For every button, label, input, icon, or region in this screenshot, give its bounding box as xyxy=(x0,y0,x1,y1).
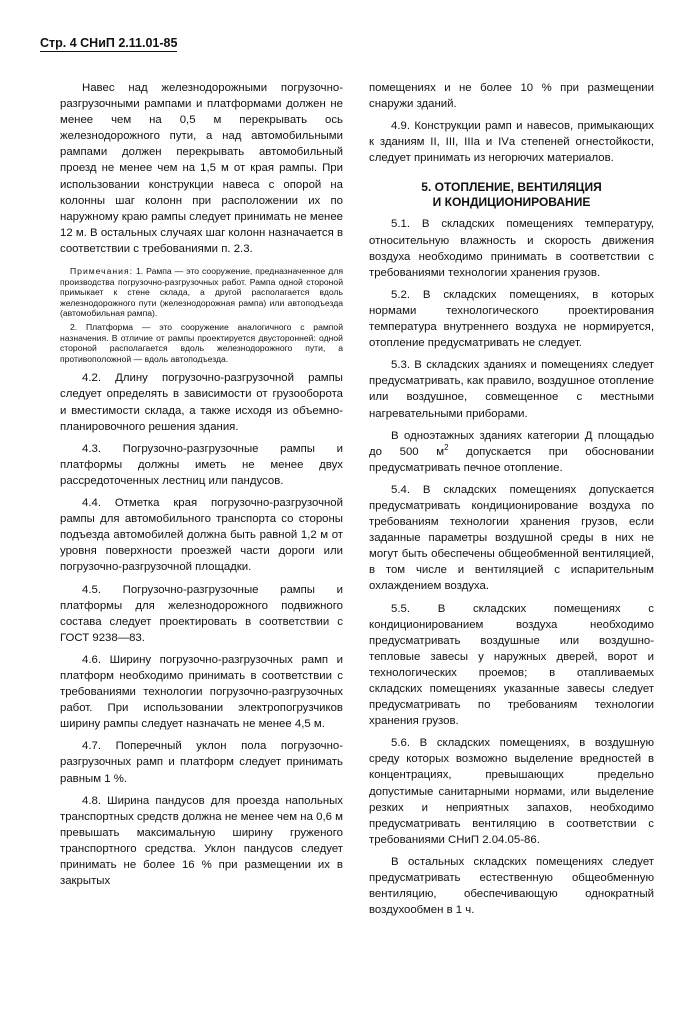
page-header: Стр. 4 СНиП 2.11.01-85 xyxy=(40,36,178,50)
paragraph-continuation: помещениях и не более 10 % при размещении снаружи зданий. xyxy=(369,82,654,111)
paragraph-5-3: 5.3. В складских зданиях и помещениях следует предусматривать, как правило, воздушное отопление или воздушное, совмещенное с местными нагревательными приборами. xyxy=(369,359,654,420)
paragraph-5-3-stove xyxy=(369,428,654,476)
paragraph-4-6: 4.6. Ширину погрузочно-разгрузочных рамп и платформ необходимо принимать в соответствии с требованиями технологии погрузочно-разгрузочных работ. При использовании электропогрузчиков ширину рампы следует назначать не менее 4,5 м. xyxy=(60,653,343,731)
paragraph-4-7: 4.7. Поперечный уклон пола погрузочно-разгрузочных рамп и платформ следует принимать равным 1 %. xyxy=(60,740,343,785)
paragraph-4-2: 4.2. Длину погрузочно-разгрузочной рампы следует определять в зависимости от грузооборота и вместимости склада, а также исходя из объемно-планировочного решения здания. xyxy=(60,372,343,433)
paragraph-5-1: 5.1. В складских помещениях температуру, относительную влажность и скорость движения воздуха необходимо принимать в соответствии с требованиями технологии хранения грузов. xyxy=(369,218,654,279)
section-heading-line-1: 5. ОТОПЛЕНИЕ, ВЕНТИЛЯЦИЯ xyxy=(421,180,602,195)
paragraph-natural-ventilation: В остальных складских помещениях следует предусматривать естественную общеобменную вентиляцию, обеспечивающую однократный воздухообмен в 1 ч. xyxy=(369,855,654,917)
stove-text-b: допускается при обосновании предусматривать печное отопление. xyxy=(369,445,654,474)
notes-label: Примечания: xyxy=(70,266,134,277)
stove-text-a: В одноэтажных зданиях категории Д площадью до 500 м xyxy=(369,429,654,458)
paragraph-4-3: 4.3. Погрузочно-разгрузочные рампы и платформы должны иметь не менее двух рассредоточенных лестниц или пандусов. xyxy=(60,442,343,487)
area-unit-superscript: 2 xyxy=(444,442,449,452)
paragraph-5-6: 5.6. В складских помещениях, в воздушную среду которых возможно выделение вредностей в концентрациях, превышающих предельно допустимые санитарными нормами, или выделение резких и неприятных запахов, необходимо предусматривать вентиляцию в соответствии с требованиями СНиП 2.04.05-86. xyxy=(369,737,654,846)
left-column xyxy=(60,80,343,889)
right-column xyxy=(369,80,654,918)
paragraph-4-8: 4.8. Ширина пандусов для проезда напольных транспортных средств должна не менее чем на 0,6 м превышать максимальную ширину груженого транспортного средства. Уклон пандусов следует принимать не более 16 % при размещении их в закрытых xyxy=(60,794,343,888)
section-heading-line-2: И КОНДИЦИОНИРОВАНИЕ xyxy=(432,195,591,210)
note-1-text: 1. Рампа — это сооружение, предназначенное для производства погрузочно-разгрузочных работ. Рампа одной стороной примыкает к стене склада, а другой располагается вдоль железнодорожного пути (железнодорожная рампа) или автоподъезда (автомобильная рампа). xyxy=(60,266,343,319)
paragraph-5-5: 5.5. В складских помещениях с кондиционированием воздуха необходимо предусматривать воздушные или воздушно-тепловые завесы у наружных дверей, ворот и технологических проемов; в отапливаемых складских помещениях указанные завесы следует предусматривать по требованиям технологии хранения грузов. xyxy=(369,602,654,728)
paragraph-4-4: 4.4. Отметка края погрузочно-разгрузочной рампы для автомобильного транспорта со стороны подъезда автомобилей должна быть равной 1,2 м от уровня поверхности проезжей части дороги или погрузочно-разгрузочной площадки. xyxy=(60,497,343,574)
paragraph-5-4: 5.4. В складских помещениях допускается предусматривать кондиционирование воздуха по требованиям технологии хранения грузов, если заданные параметры воздушной среды в них не могут быть обеспечены общеобменной вентиляцией, в том числе и вентиляцией с испарительным охлаждением воздуха. xyxy=(369,483,654,593)
notes-block xyxy=(60,266,343,364)
paragraph-4-9: 4.9. Конструкции рамп и навесов, примыкающих к зданиям II, III, IIIа и IVа степеней огнестойкости, следует принимать из негорючих материалов. xyxy=(369,120,654,165)
note-1 xyxy=(60,266,343,319)
paragraph-4-5: 4.5. Погрузочно-разгрузочные рампы и платформы для железнодорожного подвижного состава следует проектировать в соответствии с ГОСТ 9238—83. xyxy=(60,583,343,644)
section-heading xyxy=(369,180,654,210)
paragraph-5-2: 5.2. В складских помещениях, в которых нормами технологического проектирования температура внутреннего воздуха не нормируется, отопление предусматривать не следует. xyxy=(369,288,654,350)
note-2: 2. Платформа — это сооружение аналогичного с рампой назначения. В отличие от рампы проектируется двусторонней: одной стороной располагается вдоль железнодорожного пути, а противоположной — вдоль автоподъезда. xyxy=(60,322,343,364)
paragraph-canopy: Навес над железнодорожными погрузочно-разгрузочными рампами и платформами должен не менее чем на 0,5 м перекрывать ось железнодорожного пути, а над автомобильными рампами должен перекрывать автомобильный проезд не менее чем на 1,5 м от края рампы. При использовании конструкции навеса с опорой на колонны шаг колонн при расположении их по наружному краю рампы следует принимать не менее 12 м. В остальных случаях шаг колонн назначается в соответствии с требованиями п. 2.3. xyxy=(60,82,343,255)
